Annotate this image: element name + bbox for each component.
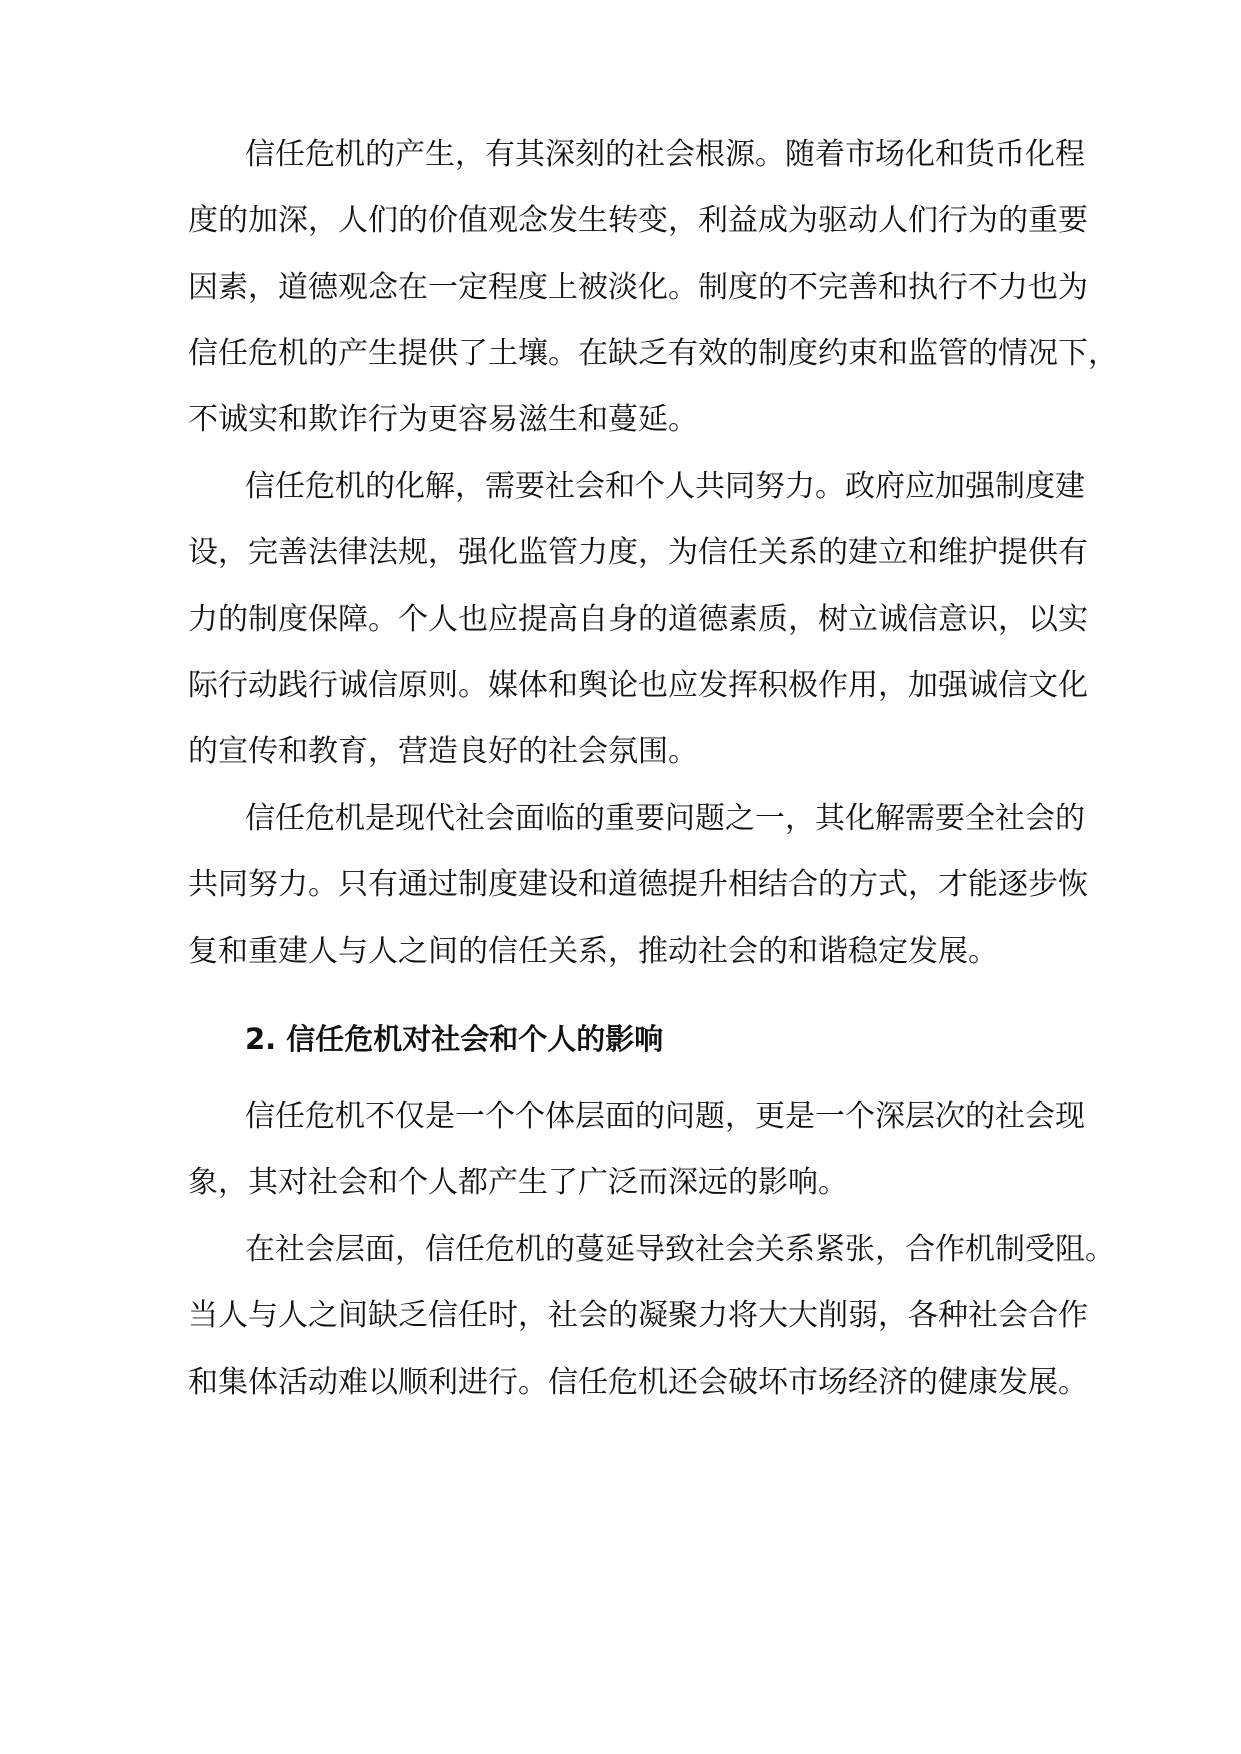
paragraph-line: 在社会层面，信任危机的蔓延导致社会关系紧张，合作机制受阻。 (245, 1232, 1115, 1267)
paragraph-line: 度的加深，人们的价值观念发生转变，利益成为驱动人们行为的重要 (188, 203, 1088, 238)
paragraph-line: 不诚实和欺诈行为更容易滋生和蔓延。 (188, 402, 698, 437)
paragraph-line: 当人与人之间缺乏信任时，社会的凝聚力将大大削弱，各种社会合作 (188, 1298, 1088, 1333)
paragraph-line: 信任危机的产生提供了土壤。在缺乏有效的制度约束和监管的情况下， (188, 336, 1118, 371)
paragraph-line: 信任危机不仅是一个个体层面的问题，更是一个深层次的社会现 (245, 1099, 1085, 1134)
paragraph-line: 和集体活动难以顺利进行。信任危机还会破坏市场经济的健康发展。 (188, 1365, 1088, 1400)
paragraph-line: 复和重建人与人之间的信任关系，推动社会的和谐稳定发展。 (188, 934, 998, 969)
paragraph-line: 因素，道德观念在一定程度上被淡化。制度的不完善和执行不力也为 (188, 270, 1088, 305)
paragraph-line: 信任危机的产生，有其深刻的社会根源。随着市场化和货币化程 (245, 137, 1085, 172)
paragraph-line: 力的制度保障。个人也应提高自身的道德素质，树立诚信意识，以实 (188, 602, 1088, 637)
paragraph-line: 际行动践行诚信原则。媒体和舆论也应发挥积极作用，加强诚信文化 (188, 668, 1088, 703)
paragraph-line: 象，其对社会和个人都产生了广泛而深远的影响。 (188, 1165, 848, 1200)
paragraph-line: 共同努力。只有通过制度建设和道德提升相结合的方式，才能逐步恢 (188, 867, 1088, 902)
paragraph-line: 信任危机是现代社会面临的重要问题之一，其化解需要全社会的 (245, 801, 1085, 836)
paragraph-line: 的宣传和教育，营造良好的社会氛围。 (188, 734, 698, 769)
section-heading: 2. 信任危机对社会和个人的影响 (245, 1022, 664, 1056)
paragraph-line: 设，完善法律法规，强化监管力度，为信任关系的建立和维护提供有 (188, 535, 1088, 570)
paragraph-line: 信任危机的化解，需要社会和个人共同努力。政府应加强制度建 (245, 469, 1085, 504)
